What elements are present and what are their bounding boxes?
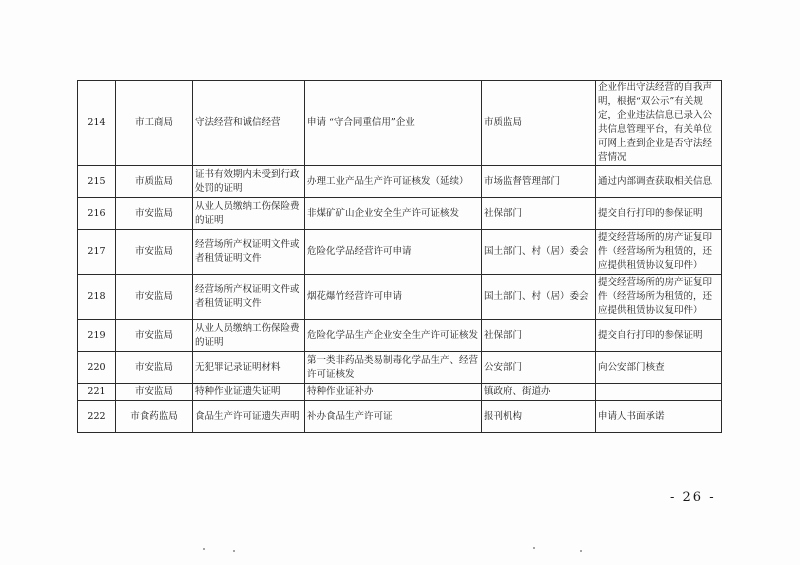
scan-speck bbox=[233, 550, 235, 552]
item-cell: 补办食品生产许可证 bbox=[305, 401, 482, 433]
table-row bbox=[78, 81, 722, 166]
item-cell: 非煤矿矿山企业安全生产许可证核发 bbox=[305, 198, 482, 230]
item-cell: 危险化学品生产企业安全生产许可证核发 bbox=[305, 320, 482, 352]
item-cell: 申请 “守合同重信用”企业 bbox=[305, 81, 482, 166]
table-row bbox=[78, 230, 722, 275]
material-cell: 食品生产许可证遗失声明 bbox=[193, 401, 305, 433]
row-number: 215 bbox=[78, 166, 116, 198]
table-row bbox=[78, 401, 722, 433]
material-cell: 经营场所产权证明文件或者租赁证明文件 bbox=[193, 230, 305, 275]
row-number: 216 bbox=[78, 198, 116, 230]
method-cell bbox=[596, 384, 722, 401]
scan-speck bbox=[203, 548, 205, 550]
method-cell: 通过内部调查获取相关信息 bbox=[596, 166, 722, 198]
method-cell: 企业作出守法经营的自我声明，根据“双公示”有关规定，企业违法信息已录入公共信息管理平台，有关单位可网上查到企业是否守法经营情况 bbox=[596, 81, 722, 166]
table-row bbox=[78, 320, 722, 352]
replacement-cell: 公安部门 bbox=[482, 352, 596, 384]
item-cell: 烟花爆竹经营许可申请 bbox=[305, 275, 482, 320]
department-cell: 市安监局 bbox=[116, 198, 193, 230]
table-row bbox=[78, 352, 722, 384]
method-cell: 提交经营场所的房产证复印件（经营场所为租赁的，还应提供租赁协议复印件） bbox=[596, 230, 722, 275]
table-row bbox=[78, 275, 722, 320]
replacement-cell: 国土部门、村（居）委会 bbox=[482, 230, 596, 275]
replacement-cell: 国土部门、村（居）委会 bbox=[482, 275, 596, 320]
method-cell: 申请人书面承诺 bbox=[596, 401, 722, 433]
replacement-cell: 报刊机构 bbox=[482, 401, 596, 433]
department-cell: 市安监局 bbox=[116, 352, 193, 384]
replacement-cell: 镇政府、街道办 bbox=[482, 384, 596, 401]
row-number: 221 bbox=[78, 384, 116, 401]
department-cell: 市安监局 bbox=[116, 384, 193, 401]
department-cell: 市工商局 bbox=[116, 81, 193, 166]
department-cell: 市安监局 bbox=[116, 320, 193, 352]
material-cell: 无犯罪记录证明材料 bbox=[193, 352, 305, 384]
replacement-cell: 社保部门 bbox=[482, 198, 596, 230]
item-cell: 办理工业产品生产许可证核发（延续） bbox=[305, 166, 482, 198]
department-cell: 市安监局 bbox=[116, 230, 193, 275]
table-row bbox=[78, 384, 722, 401]
scan-speck bbox=[533, 547, 535, 549]
row-number: 222 bbox=[78, 401, 116, 433]
department-cell: 市安监局 bbox=[116, 275, 193, 320]
item-cell: 特种作业证补办 bbox=[305, 384, 482, 401]
method-cell: 提交自行打印的参保证明 bbox=[596, 198, 722, 230]
table-row bbox=[78, 166, 722, 198]
material-cell: 从业人员缴纳工伤保险费的证明 bbox=[193, 320, 305, 352]
replacement-cell: 市质监局 bbox=[482, 81, 596, 166]
row-number: 214 bbox=[78, 81, 116, 166]
table-body bbox=[78, 81, 722, 433]
row-number: 220 bbox=[78, 352, 116, 384]
table-row bbox=[78, 198, 722, 230]
row-number: 219 bbox=[78, 320, 116, 352]
replacement-cell: 市场监督管理部门 bbox=[482, 166, 596, 198]
row-number: 218 bbox=[78, 275, 116, 320]
row-number: 217 bbox=[78, 230, 116, 275]
material-cell: 证书有效期内未受到行政处罚的证明 bbox=[193, 166, 305, 198]
method-cell: 向公安部门核查 bbox=[596, 352, 722, 384]
page-number: - 26 - bbox=[670, 490, 716, 505]
material-cell: 守法经营和诚信经营 bbox=[193, 81, 305, 166]
scan-speck bbox=[580, 550, 582, 552]
method-cell: 提交经营场所的房产证复印件（经营场所为租赁的，还应提供租赁协议复印件） bbox=[596, 275, 722, 320]
replacement-cell: 社保部门 bbox=[482, 320, 596, 352]
material-cell: 从业人员缴纳工伤保险费的证明 bbox=[193, 198, 305, 230]
department-cell: 市食药监局 bbox=[116, 401, 193, 433]
material-cell: 特种作业证遗失证明 bbox=[193, 384, 305, 401]
department-cell: 市质监局 bbox=[116, 166, 193, 198]
certification-table bbox=[77, 80, 722, 433]
item-cell: 危险化学品经营许可申请 bbox=[305, 230, 482, 275]
method-cell: 提交自行打印的参保证明 bbox=[596, 320, 722, 352]
item-cell: 第一类非药品类易制毒化学品生产、经营许可证核发 bbox=[305, 352, 482, 384]
material-cell: 经营场所产权证明文件或者租赁证明文件 bbox=[193, 275, 305, 320]
